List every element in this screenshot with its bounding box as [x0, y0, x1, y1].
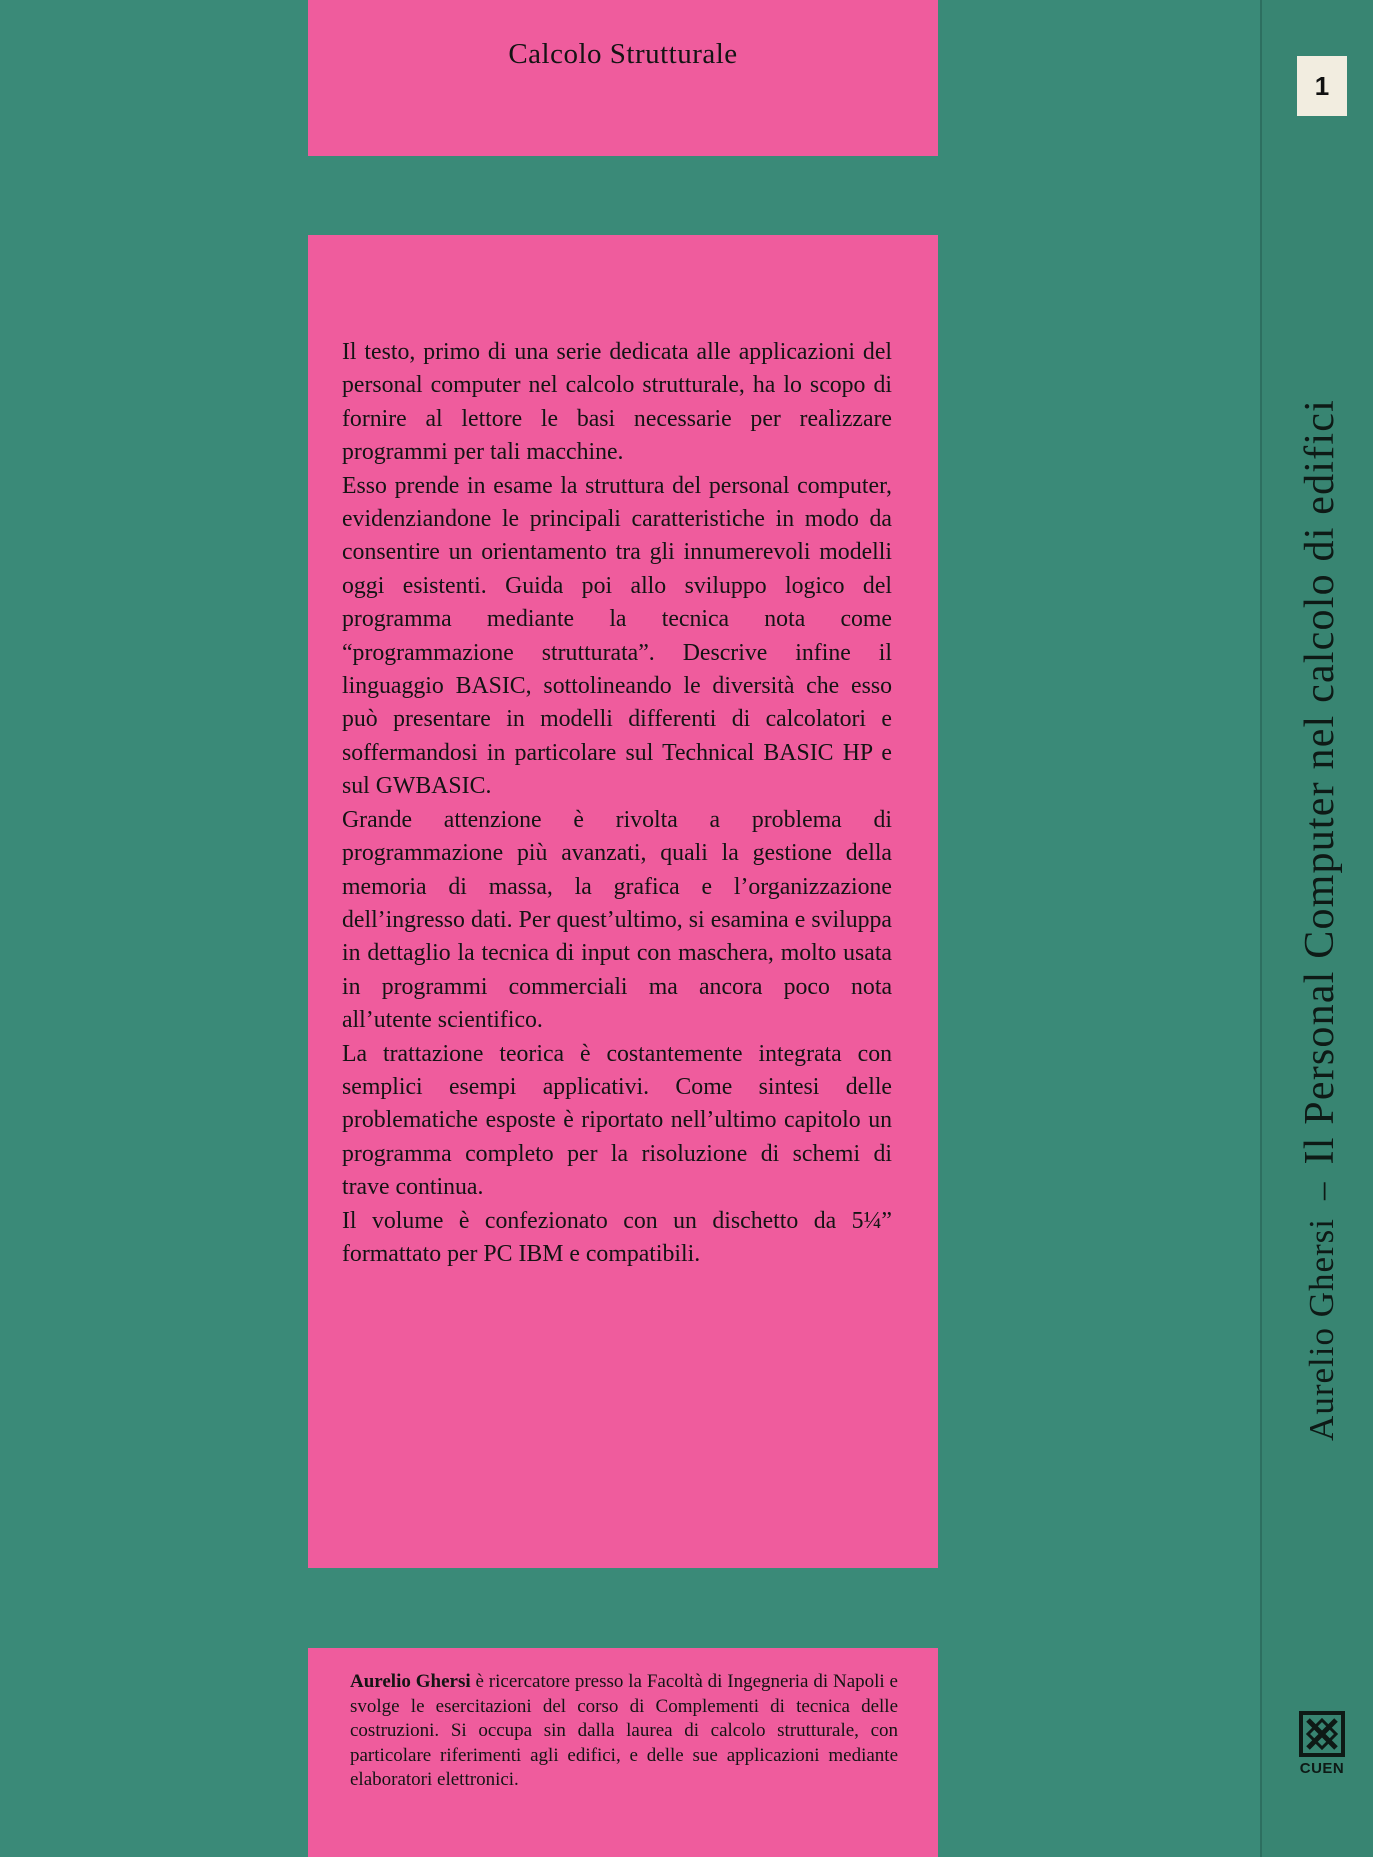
description-panel: [308, 235, 938, 1568]
author-bio-body: è ricercatore presso la Facoltà di Ingegneria di Napoli e svolge le esercitazioni del corso di Complementi di tecnica delle costruzioni. Si occupa sin dalla laurea di calcolo strutturale, con particolare riferimenti agli edifici, e delle sue applicazioni mediante elaboratori elettronici.: [350, 1671, 898, 1791]
series-title: Calcolo Strutturale: [508, 38, 738, 70]
author-name: Aurelio Ghersi: [350, 1671, 471, 1692]
publisher-logo: [1293, 1710, 1351, 1777]
description-paragraph: Il volume è confezionato con un dischetto da 5¼” formattato per PC IBM e compatibili.: [342, 1207, 892, 1267]
description-paragraph: Il testo, primo di una serie dedicata alle applicazioni del personal computer nel calcolo strutturale, ha lo scopo di fornire al lettore le basi necessarie per realizzare programmi per tali macchine.: [342, 339, 892, 466]
series-label: [308, 0, 938, 156]
publisher-name: CUEN: [1299, 1760, 1345, 1777]
volume-number-badge: 1: [1297, 56, 1347, 116]
author-bio-panel: [308, 1648, 938, 1857]
spine-book-title: Il Personal Computer nel calcolo di edifici: [1297, 399, 1343, 1165]
description-text: [342, 336, 892, 1271]
cuen-logo-icon: [1298, 1710, 1346, 1758]
description-paragraph: La trattazione teorica è costantemente integrata con semplici esempi applicativi. Come sintesi delle problematiche esposte è riportato nell’ultimo capitolo un programma completo per la risoluzione di schemi di trave continua.: [342, 1040, 892, 1201]
spine-title: [1296, 399, 1344, 1441]
description-paragraph: Esso prende in esame la struttura del personal computer, evidenziandone le principali caratteristiche in modo da consentire un orientamento tra gli innumerevoli modelli oggi esistenti. Guida poi allo sviluppo logico del programma mediante la tecnica nota come “programmazione strutturata”. Descrive infine il linguaggio BASIC, sottolineando le diversità che esso può presentare in modelli differenti di calcolatori e soffermandosi in particolare sul Technical BASIC HP e sul GWBASIC.: [342, 472, 892, 800]
author-bio-text: [350, 1670, 898, 1793]
description-paragraph: Grande attenzione è rivolta a problema di programmazione più avanzati, quali la gestione della memoria di massa, la grafica e l’organizzazione dell’ingresso dati. Per quest’ultimo, si esamina e sviluppa in dettaglio la tecnica di input con maschera, molto usata in programmi commerciali ma ancora poco nota all’utente scientifico.: [342, 806, 892, 1034]
spine-author: Aurelio Ghersi: [1302, 1217, 1341, 1441]
spine-separator: –: [1302, 1182, 1341, 1200]
